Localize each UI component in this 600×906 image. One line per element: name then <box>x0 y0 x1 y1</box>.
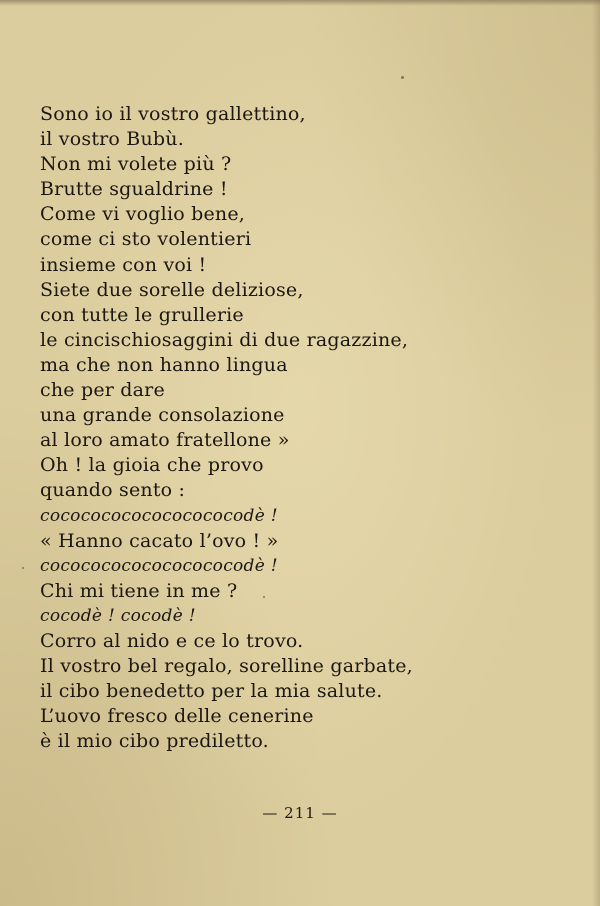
poem-line: con tutte le grullerie <box>40 303 244 326</box>
poem-line: « Hanno cacato l’ovo ! » <box>40 529 279 552</box>
poem-line: al loro amato fratellone » <box>40 429 290 452</box>
poem-line: Il vostro bel regalo, sorelline garbate, <box>40 655 413 678</box>
poem-line: Chi mi tiene in me ? <box>40 579 238 602</box>
poem-line-italic: cocococococococococodè ! <box>40 505 278 526</box>
page-number: — 211 — <box>262 804 338 822</box>
page-top-edge <box>0 0 600 6</box>
paper-speck <box>22 567 24 569</box>
poem-line: ma che non hanno lingua <box>40 353 288 376</box>
poem-line: come ci sto volentieri <box>40 228 252 251</box>
poem-line: Oh ! la gioia che provo <box>40 454 264 477</box>
poem-line: Siete due sorelle deliziose, <box>40 278 304 301</box>
poem-line: insieme con voi ! <box>40 253 207 276</box>
poem-line: L’uovo fresco delle cenerine <box>40 705 314 728</box>
poem-line: il vostro Bubù. <box>40 128 184 151</box>
poem-line: il cibo benedetto per la mia salute. <box>40 680 383 703</box>
poem-line: Corro al nido e ce lo trovo. <box>40 629 304 652</box>
page-right-edge <box>592 0 600 906</box>
poem-line: che per dare <box>40 379 165 402</box>
paper-speck <box>263 596 265 598</box>
poem-line: le cincischiosaggini di due ragazzine, <box>40 328 409 351</box>
poem-line-italic: cocococococococococodè ! <box>40 555 278 576</box>
poem-text <box>40 102 580 754</box>
poem-line: Non mi volete più ? <box>40 153 232 176</box>
poem-line: una grande consolazione <box>40 404 285 427</box>
poem-line: Come vi voglio bene, <box>40 203 246 226</box>
poem-line: quando sento : <box>40 479 186 502</box>
poem-line: Brutte sgualdrine ! <box>40 178 228 201</box>
poem-line: Sono io il vostro gallettino, <box>40 103 306 125</box>
poem-line: è il mio cibo prediletto. <box>40 730 269 753</box>
poem-line-italic: cocodè ! cocodè ! <box>40 605 196 626</box>
paper-speck <box>401 76 404 79</box>
